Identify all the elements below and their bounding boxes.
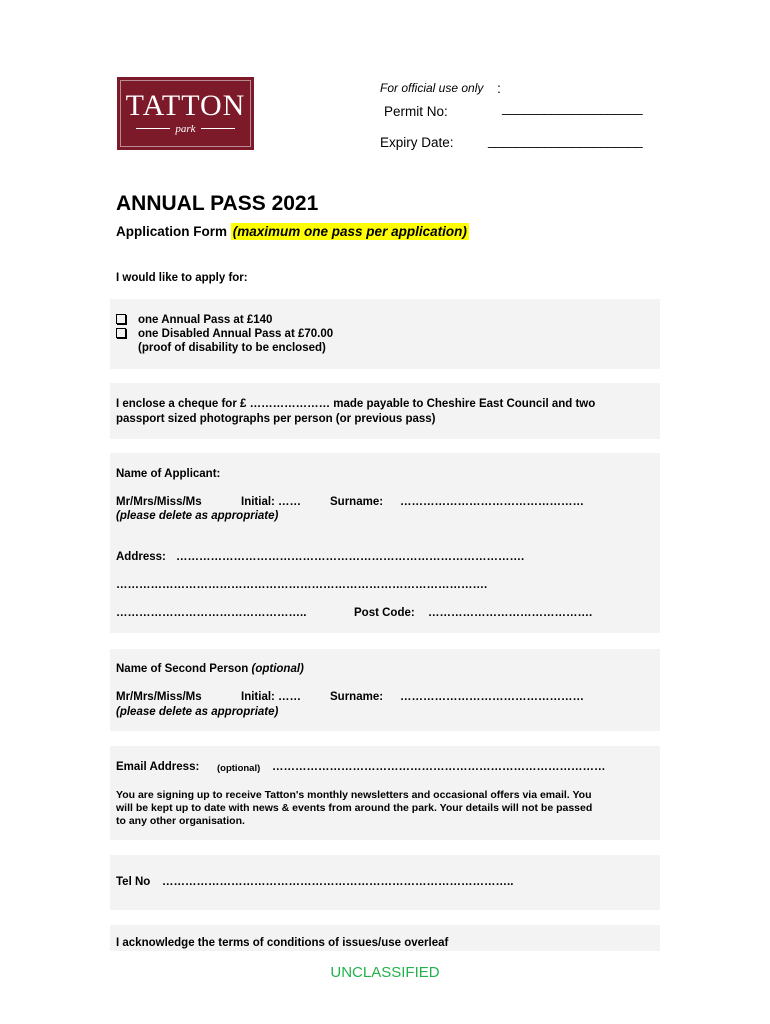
subtitle-highlight: (maximum one pass per application)	[232, 224, 467, 239]
address-field-line-1[interactable]: ……………………………………………………………………………….	[176, 551, 525, 563]
second-person-panel	[110, 649, 660, 731]
second-person-surname-label: Surname:	[330, 691, 384, 703]
permit-no-label: Permit No:	[384, 104, 448, 119]
applicant-panel	[110, 453, 660, 633]
logo-wordmark: TATTON	[125, 88, 246, 122]
option-annual-pass[interactable]	[116, 314, 272, 326]
form-subtitle	[116, 224, 469, 239]
second-person-initial-field[interactable]: Initial: ……	[241, 691, 302, 703]
second-person-heading	[116, 663, 304, 675]
address-label: Address:	[116, 551, 166, 563]
expiry-date-label: Expiry Date:	[380, 135, 454, 150]
permit-no-field[interactable]: ____________________	[502, 100, 643, 115]
email-notice-line-1: You are signing up to receive Tatton's monthly newsletters and occasional offers via email. You	[116, 789, 592, 801]
option-disabled-pass[interactable]	[116, 328, 333, 340]
applicant-delete-note: (please delete as appropriate)	[116, 510, 279, 522]
second-person-surname-field[interactable]: …………………………………………	[400, 691, 584, 703]
checkbox-annual-pass[interactable]	[116, 314, 126, 324]
official-use-label: For official use only	[380, 81, 484, 95]
postcode-label: Post Code:	[354, 607, 415, 619]
second-person-delete-note: (please delete as appropriate)	[116, 706, 279, 718]
logo-subtext: park	[175, 122, 196, 135]
email-optional: (optional)	[217, 763, 261, 774]
email-field[interactable]: ……………………………………………………………………………	[272, 761, 606, 773]
tel-label: Tel No	[116, 876, 151, 888]
logo-subline	[136, 123, 234, 135]
classification-footer: UNCLASSIFIED	[330, 964, 440, 981]
pass-options-panel	[110, 299, 660, 369]
postcode-field[interactable]: …………………………………….	[428, 607, 593, 619]
option-disabled-pass-label: one Disabled Annual Pass at £70.00	[138, 328, 334, 340]
email-panel	[110, 746, 660, 840]
subtitle-text: Application Form	[116, 224, 227, 239]
acknowledge-panel	[110, 925, 660, 951]
tatton-park-logo	[117, 77, 254, 150]
second-person-heading-text: Name of Second Person	[116, 663, 249, 675]
logo-rule-right	[201, 128, 235, 129]
checkbox-disabled-pass[interactable]	[116, 328, 126, 338]
applicant-surname-label: Surname:	[330, 496, 384, 508]
logo-rule-left	[136, 128, 170, 129]
tel-field[interactable]: ………………………………………………………………………………..	[162, 876, 514, 888]
cheque-line-2: passport sized photographs per person (or previous pass)	[116, 413, 436, 425]
option-annual-pass-label: one Annual Pass at £140	[138, 314, 273, 326]
applicant-heading: Name of Applicant:	[116, 468, 221, 480]
disability-note: (proof of disability to be enclosed)	[138, 342, 326, 354]
email-notice-line-2: will be kept up to date with news & events from around the park. Your details will not be passed	[116, 802, 593, 814]
email-label: Email Address:	[116, 761, 200, 773]
second-person-optional: (optional)	[251, 663, 304, 675]
address-field-line-2[interactable]: …………………………………………………………………………………….	[116, 579, 488, 591]
applicant-initial-field[interactable]: Initial: ……	[241, 496, 302, 508]
acknowledge-text: I acknowledge the terms of conditions of issues/use overleaf	[116, 937, 449, 949]
official-use-colon: :	[497, 80, 501, 96]
second-person-titles[interactable]: Mr/Mrs/Miss/Ms	[116, 691, 202, 703]
applicant-titles[interactable]: Mr/Mrs/Miss/Ms	[116, 496, 202, 508]
page-title: ANNUAL PASS 2021	[116, 192, 319, 215]
tel-panel	[110, 855, 660, 910]
apply-for-label: I would like to apply for:	[116, 272, 248, 284]
applicant-surname-field[interactable]: …………………………………………	[400, 496, 584, 508]
email-notice-line-3: to any other organisation.	[116, 815, 245, 827]
cheque-panel	[110, 383, 660, 439]
address-field-line-3[interactable]: …………………………………………..	[116, 607, 307, 619]
expiry-date-field[interactable]: ______________________	[488, 133, 643, 148]
cheque-line-1: I enclose a cheque for £ ………………… made payable to Cheshire East Council and two	[116, 398, 596, 410]
